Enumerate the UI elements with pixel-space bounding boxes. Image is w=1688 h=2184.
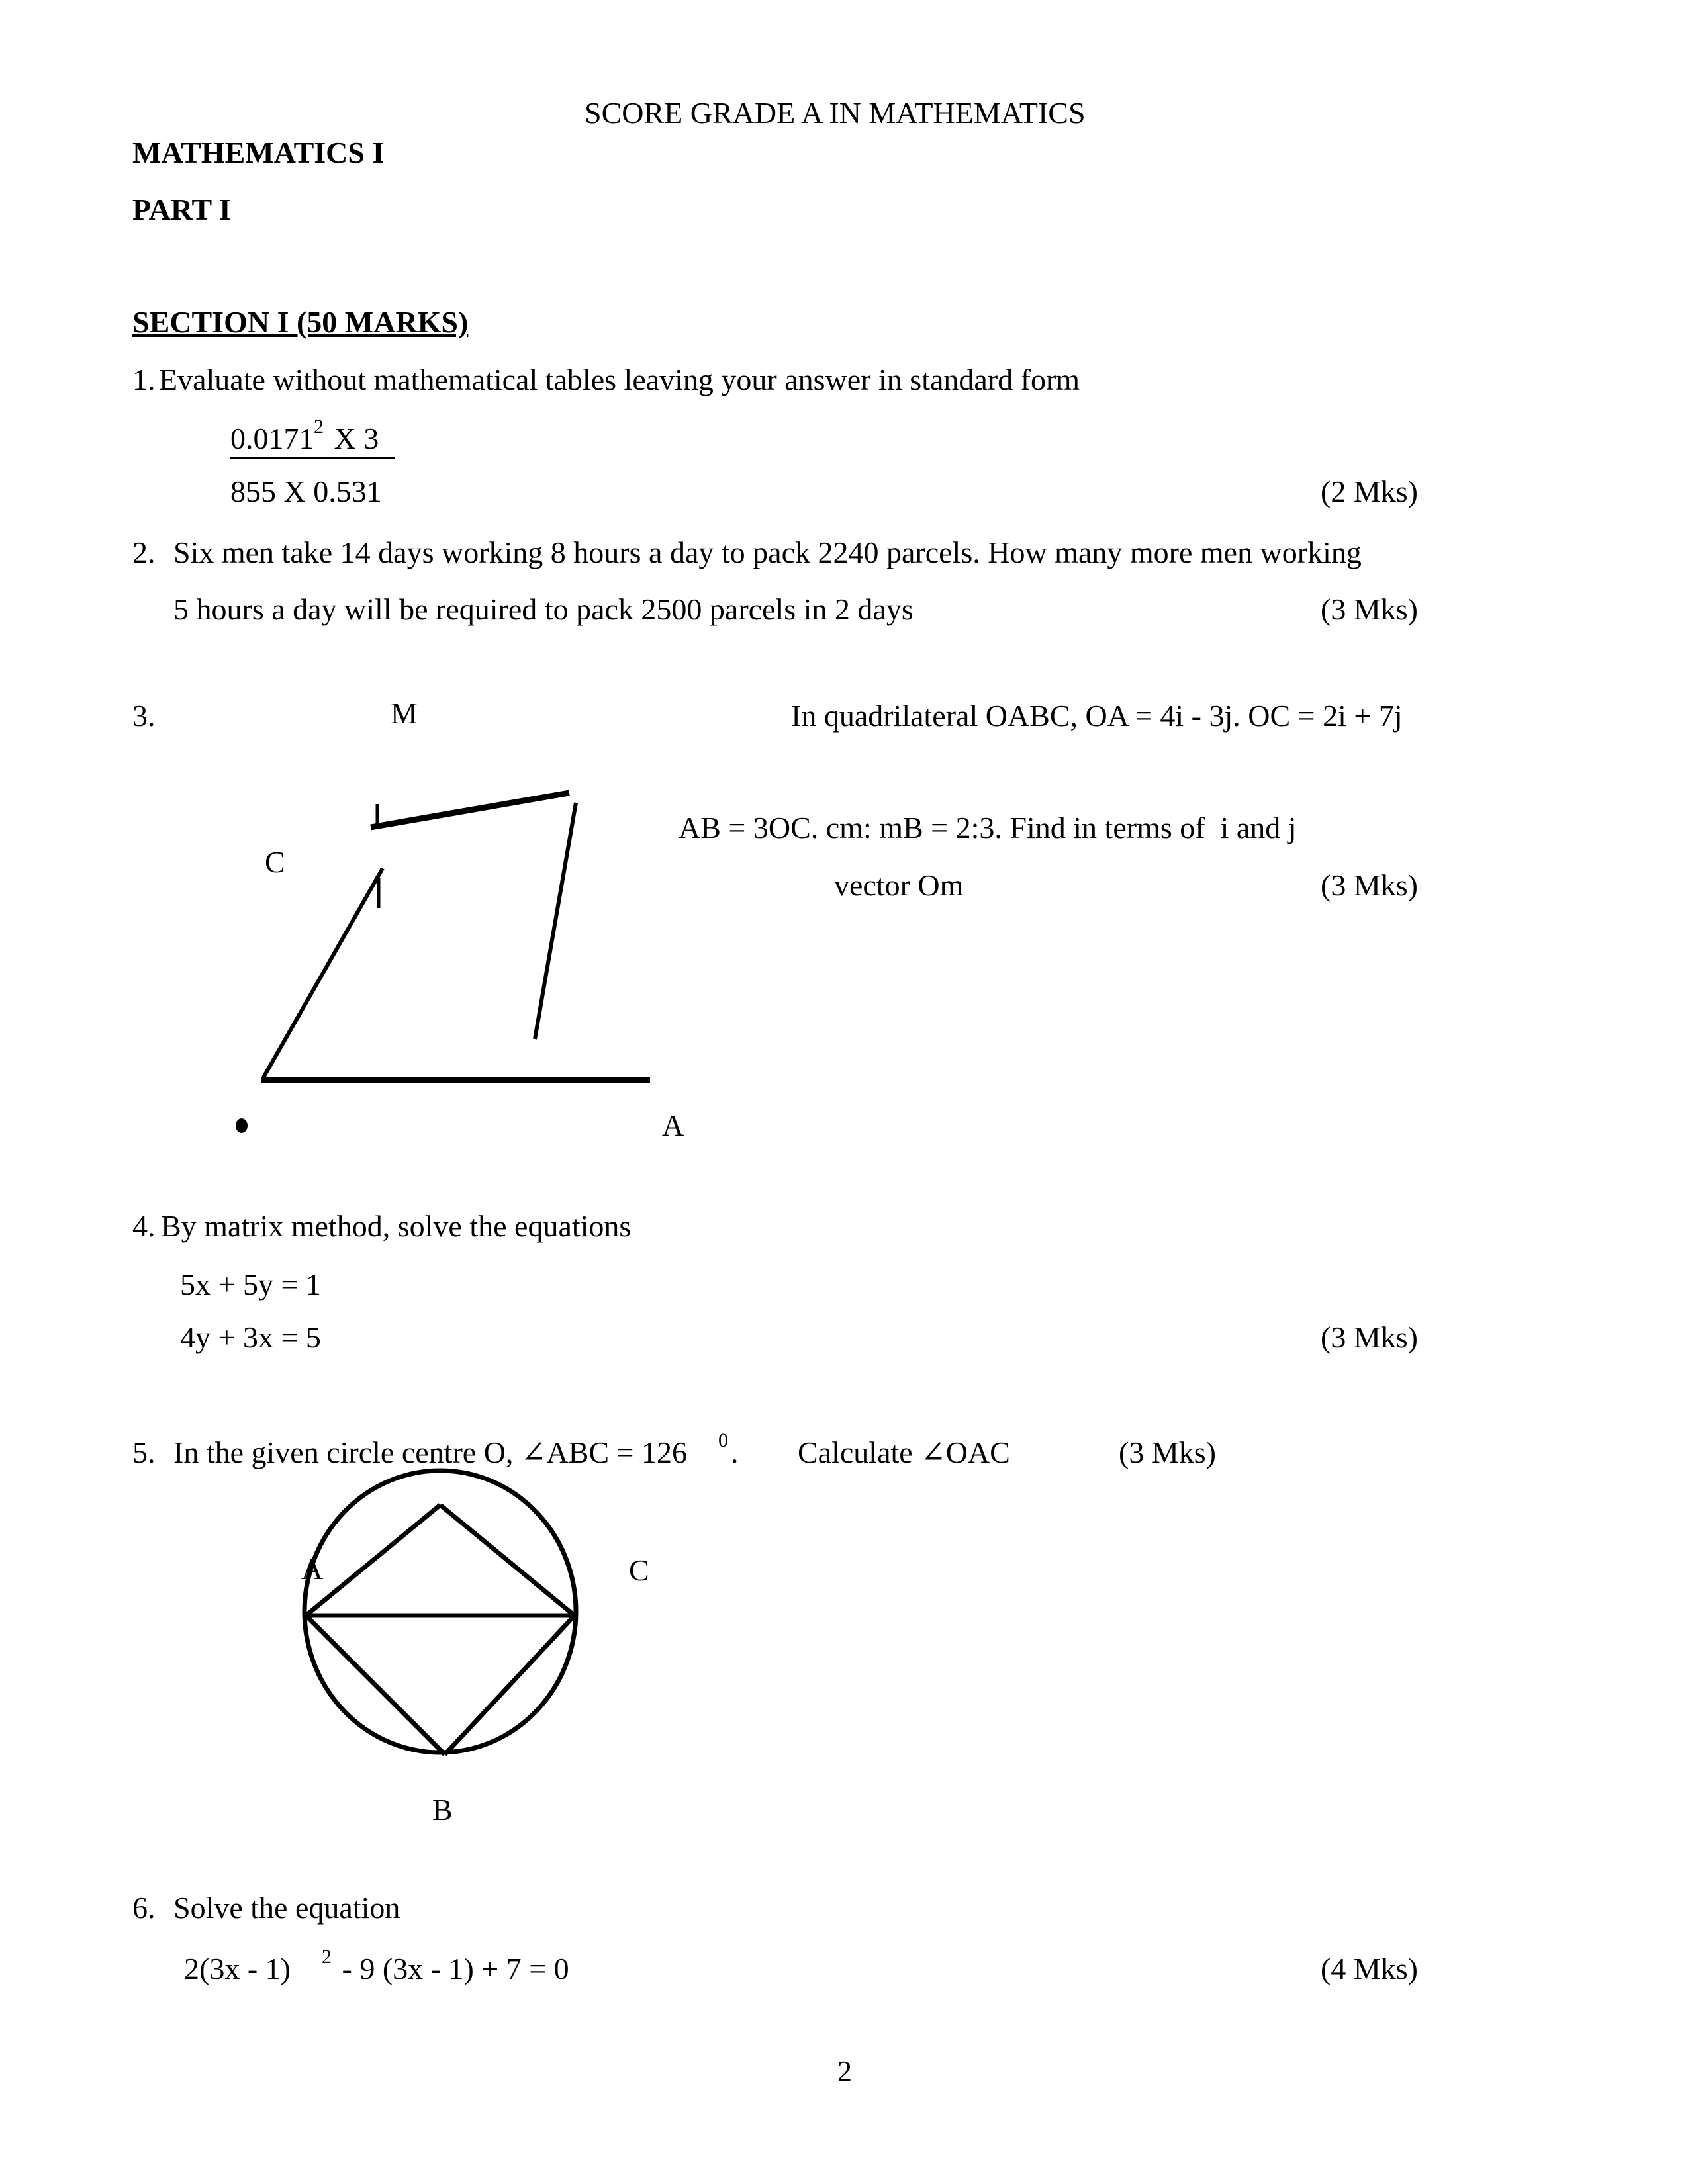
- page-number: 2: [837, 2055, 852, 2087]
- question-5-stem-part-3: Calculate ∠OAC: [798, 1435, 1010, 1469]
- question-4-stem: By matrix method, solve the equations: [161, 1209, 632, 1243]
- quadrilateral-left-edge: [263, 868, 383, 1077]
- circle-centre-o-diagram: [291, 1463, 602, 1774]
- quadrilateral-label-c: C: [265, 845, 285, 879]
- question-6-equation-part-2: - 9 (3x - 1) + 7 = 0: [334, 1952, 569, 1985]
- question-6-stem: Solve the equation: [173, 1891, 400, 1925]
- question-4-equation-2: 4y + 3x = 5: [180, 1320, 321, 1354]
- section-heading: SECTION I (50 MARKS): [132, 305, 469, 339]
- quadrilateral-label-m: M: [391, 696, 418, 730]
- question-6-equation-part-1: 2(3x - 1): [184, 1952, 291, 1985]
- question-2-line-1: Six men take 14 days working 8 hours a day to pack 2240 parcels. How many more men working: [173, 535, 1362, 569]
- question-4-equation-1: 5x + 5y = 1: [180, 1267, 321, 1301]
- question-5-number: 5.: [132, 1435, 156, 1469]
- question-5-degree-exponent: 0: [718, 1430, 728, 1451]
- question-5-stem-part-1: In the given circle centre O, ∠ABC = 126: [173, 1435, 687, 1469]
- question-1-numerator-base: 0.0171: [230, 422, 314, 455]
- question-4-marks: (3 Mks): [1321, 1320, 1418, 1354]
- circle-label-c: C: [629, 1553, 649, 1587]
- question-2-number: 2.: [132, 535, 156, 569]
- question-1-numerator-exponent: 2: [314, 416, 324, 437]
- quadrilateral-right-edge: [535, 803, 576, 1039]
- question-3-line-2: AB = 3OC. cm: mB = 2:3. Find in terms of i and j: [679, 811, 1297, 844]
- question-1-denominator: 855 X 0.531: [230, 475, 382, 508]
- question-6-equation-exponent: 2: [322, 1946, 332, 1968]
- quadrilateral-label-a: A: [662, 1109, 684, 1142]
- question-6-number: 6.: [132, 1891, 156, 1925]
- question-5-stem-part-2: .: [731, 1435, 739, 1469]
- circle-outline: [305, 1471, 576, 1752]
- question-1-number: 1.: [132, 363, 156, 396]
- question-1-marks: (2 Mks): [1321, 475, 1418, 508]
- question-6-marks: (4 Mks): [1321, 1952, 1418, 1985]
- question-4-number: 4.: [132, 1209, 156, 1243]
- chord-upper-right: [440, 1505, 575, 1615]
- question-1-stem: Evaluate without mathematical tables leaving your answer in standard form: [159, 363, 1080, 396]
- origin-point-marker: [236, 1118, 248, 1133]
- question-3-marks: (3 Mks): [1321, 868, 1418, 902]
- quadrilateral-oabc-diagram: [218, 695, 722, 1105]
- question-3-line-1: In quadrilateral OABC, OA = 4i - 3j. OC = 2i + 7j: [791, 699, 1403, 733]
- page-header-title: SCORE GRADE A IN MATHEMATICS: [585, 96, 1086, 130]
- circle-label-b: B: [432, 1793, 453, 1827]
- question-2-marks: (3 Mks): [1321, 592, 1418, 626]
- chord-upper-left: [306, 1505, 440, 1615]
- question-3-line-3: vector Om: [834, 868, 964, 902]
- question-2-line-2: 5 hours a day will be required to pack 2500 parcels in 2 days: [173, 592, 914, 626]
- quadrilateral-top-edge: [371, 793, 569, 827]
- question-5-marks: (3 Mks): [1119, 1435, 1216, 1469]
- fraction-bar: [230, 457, 395, 459]
- part-title: PART I: [132, 193, 231, 226]
- question-3-number: 3.: [132, 699, 156, 733]
- question-1-numerator-rest: X 3: [326, 422, 379, 455]
- circle-label-a: A: [301, 1552, 324, 1586]
- subject-title: MATHEMATICS I: [132, 136, 385, 169]
